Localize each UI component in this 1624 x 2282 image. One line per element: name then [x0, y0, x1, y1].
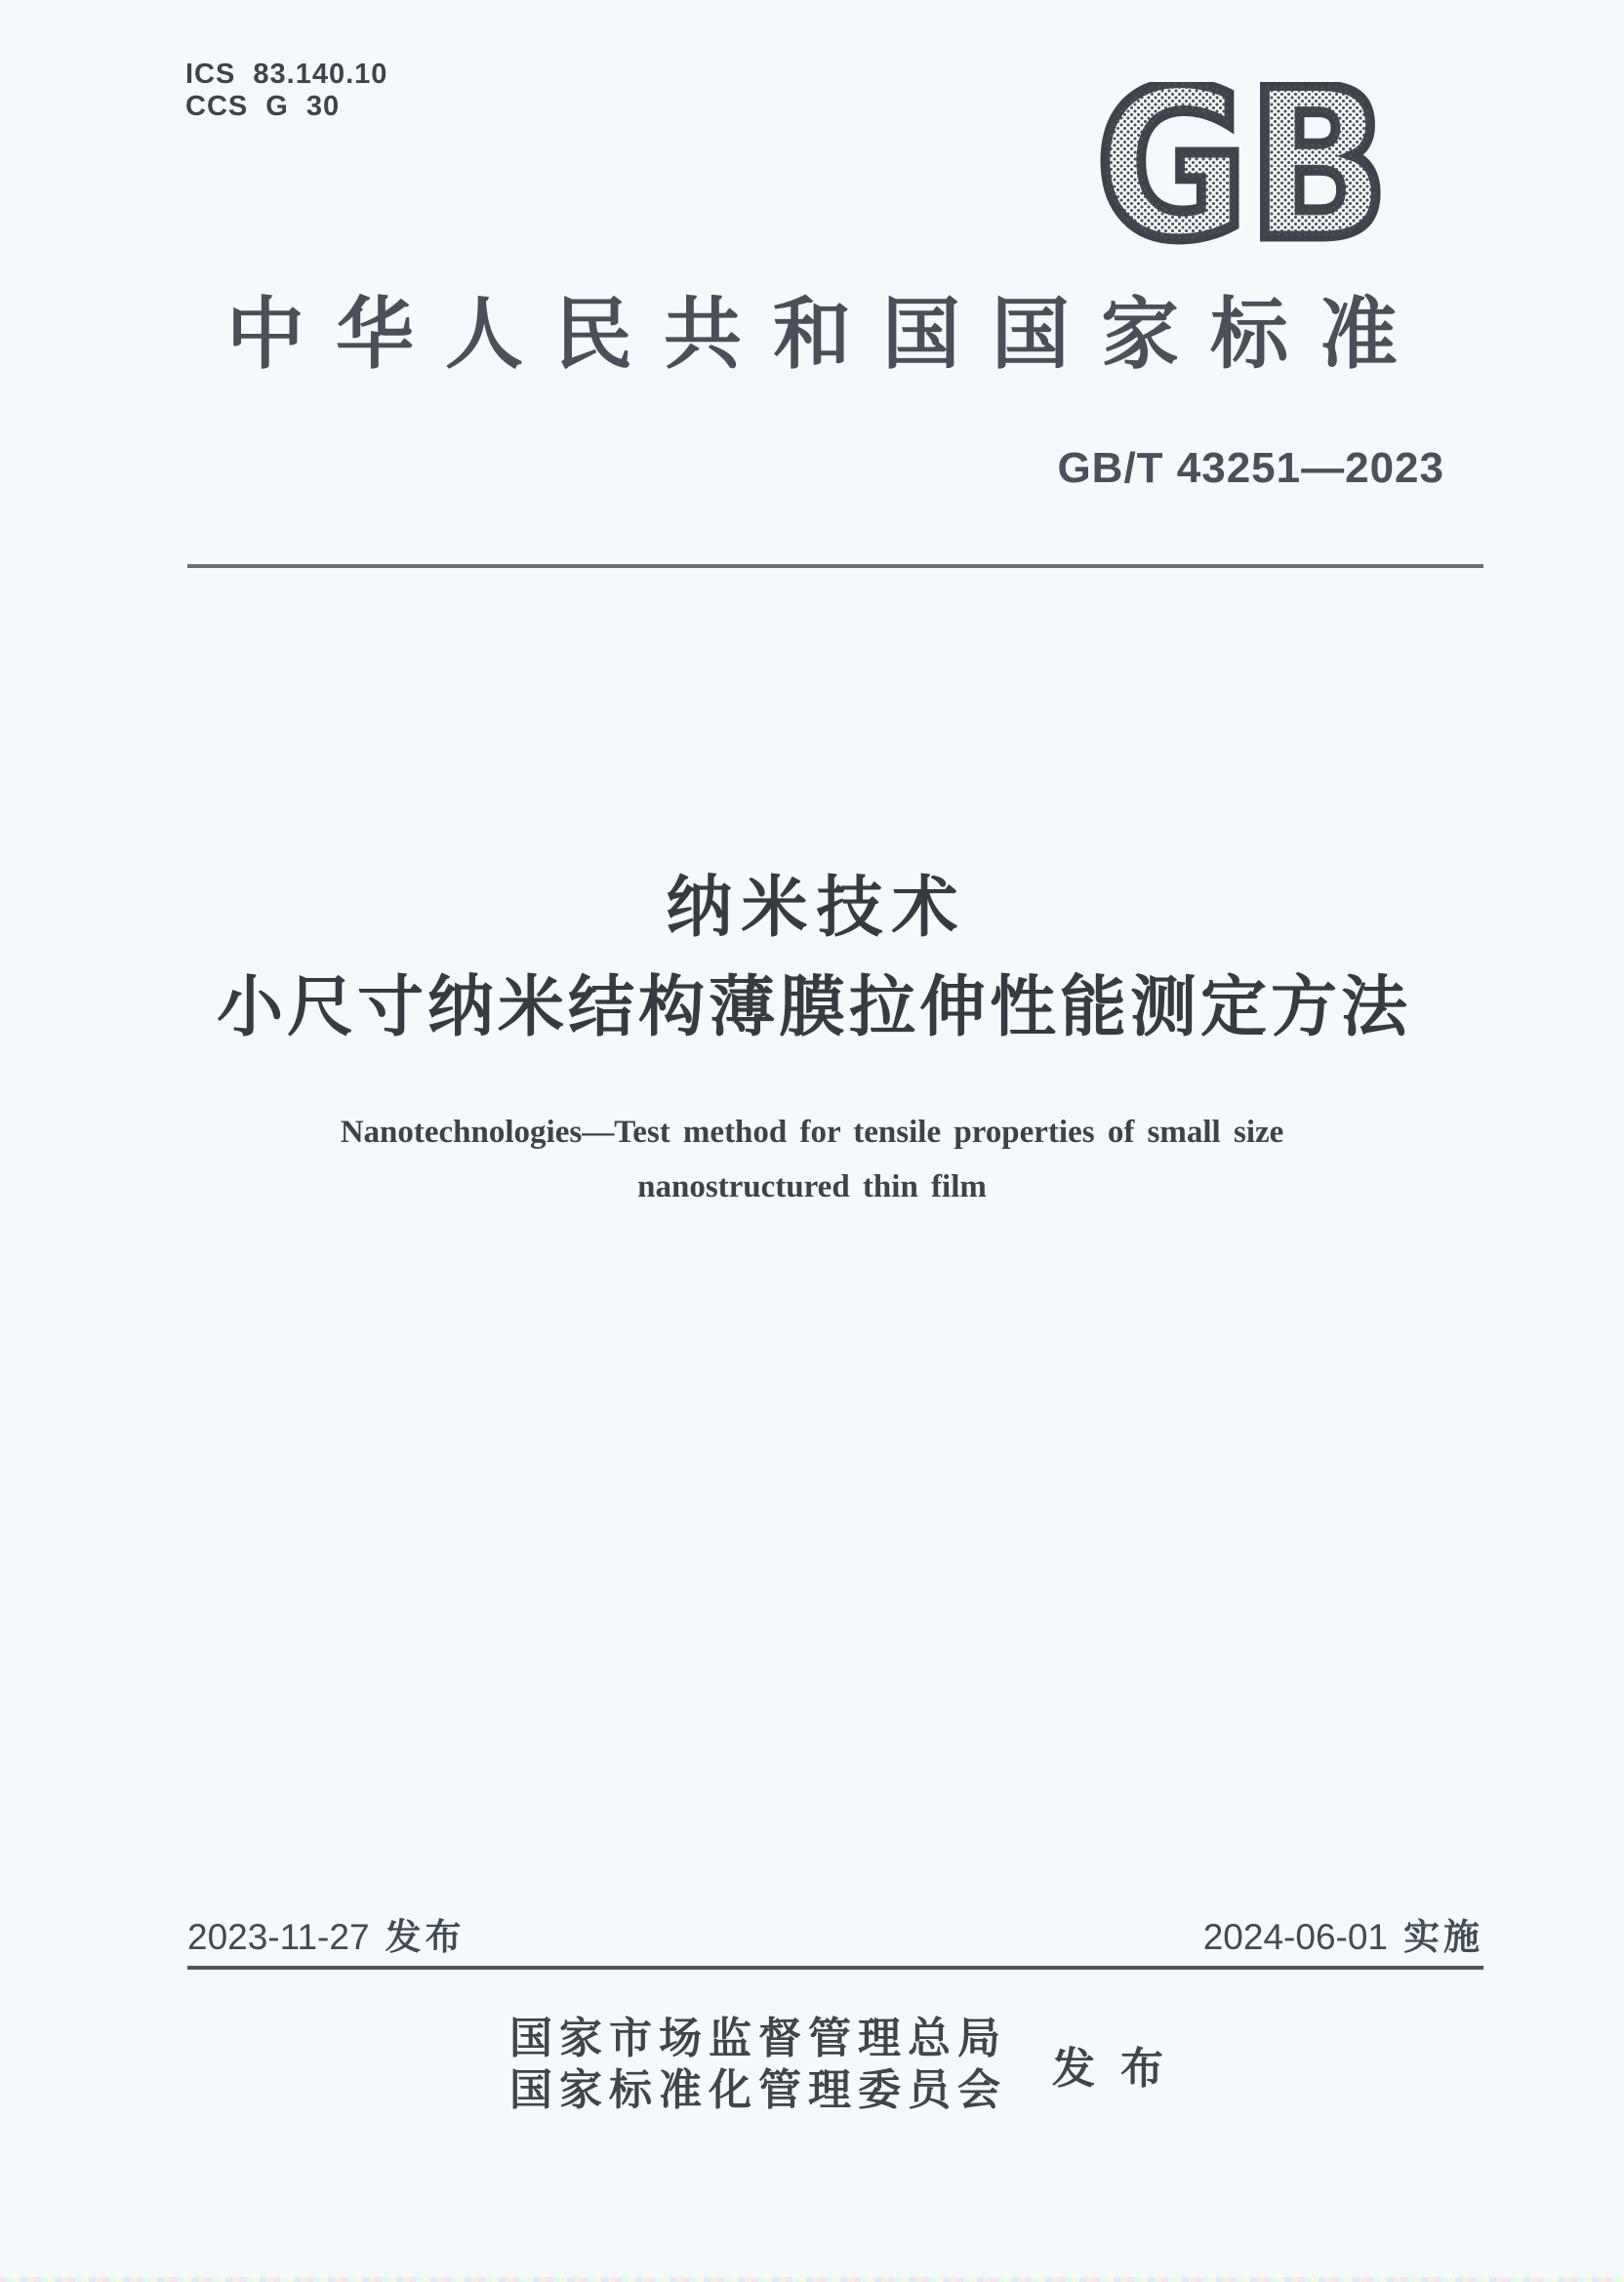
title-english-line1: Nanotechnologies—Test method for tensile properties of small size: [340, 1115, 1284, 1150]
implementation-date: [1203, 1915, 1483, 1960]
title-english-line2: nanostructured thin film: [637, 1169, 987, 1204]
header-rule: [187, 564, 1483, 568]
ics-code: ICS 83.140.10: [185, 59, 388, 90]
national-standard-heading: 中华人民共和国国家标准: [226, 293, 1429, 379]
issue-date-label: 发布: [385, 1917, 466, 1957]
scan-noise-strip: [0, 2277, 1624, 2282]
publisher-names: [509, 2013, 1007, 2116]
gb-logo-text: GB: [1096, 82, 1389, 252]
publish-action-label: 发布: [1052, 2045, 1189, 2093]
footer-rule: [187, 1966, 1483, 1970]
issue-date-value: 2023-11-27: [187, 1917, 370, 1957]
publisher-line2: 国家标准化管理委员会: [509, 2066, 1007, 2114]
gb-logo: [1085, 82, 1400, 252]
implementation-date-value: 2024-06-01: [1202, 1917, 1388, 1957]
implementation-date-label: 实施: [1403, 1917, 1483, 1957]
publisher-line1: 国家市场监督管理总局: [509, 2015, 1007, 2062]
ccs-code: CCS G 30: [185, 91, 341, 122]
title-chinese-line1: 纳米技术: [666, 871, 967, 945]
classification-codes: [185, 59, 387, 123]
issue-date: [187, 1915, 466, 1960]
title-chinese-line2: 小尺寸纳米结构薄膜拉伸性能测定方法: [216, 970, 1411, 1044]
standard-number: GB/T 43251—2023: [1057, 444, 1444, 492]
dates-row: [187, 1915, 1483, 1960]
publisher-block: [509, 2013, 1189, 2116]
